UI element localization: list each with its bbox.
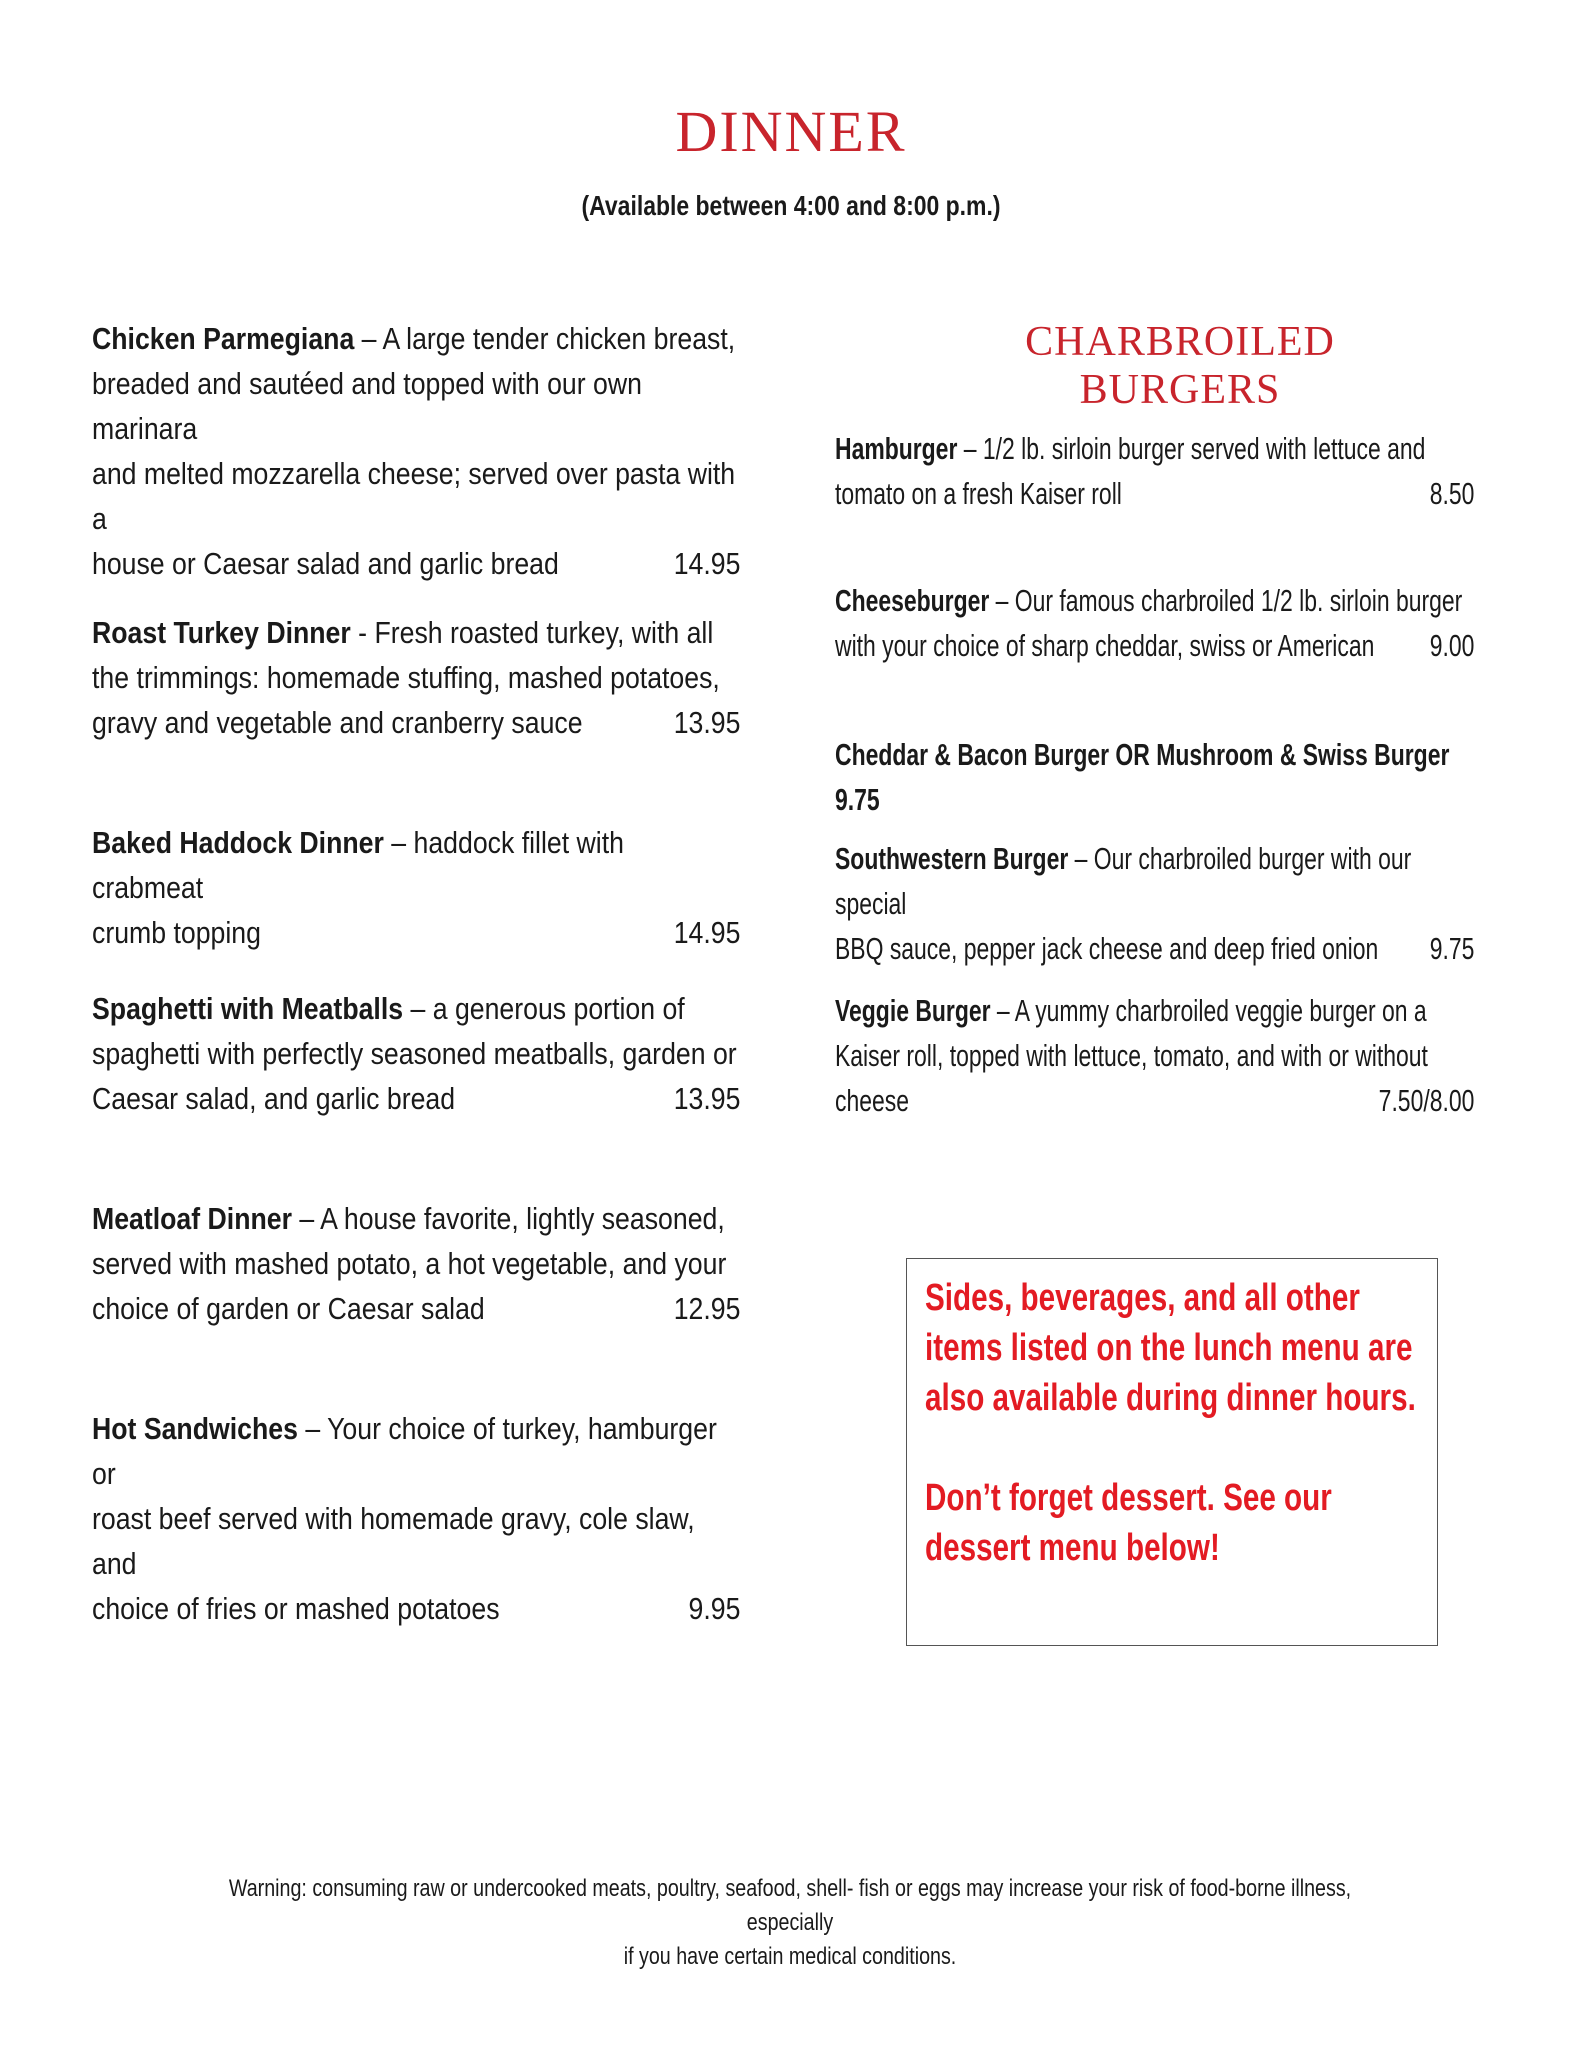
item-desc: crumb topping [92, 915, 261, 950]
item-name: Southwestern Burger [835, 841, 1069, 876]
item-desc: Our charbroiled burger with our special [835, 841, 1412, 921]
item-price: 7.50/8.00 [1378, 1083, 1475, 1118]
item-desc: Our famous charbroiled 1/2 lb. sirloin burger [1014, 583, 1463, 618]
item-name: Spaghetti with Meatballs [92, 991, 404, 1026]
menu-item-baked-haddock: Baked Haddock Dinner – haddock fillet with crabmeat crumb topping 14.95 [92, 820, 742, 955]
item-desc: roast beef served with homemade gravy, cole slaw, and [92, 1501, 695, 1581]
menu-item-meatloaf: Meatloaf Dinner – A house favorite, lightly seasoned, served with mashed potato, a hot vegetable, and your choice of garden or Caesar salad 12.95 [92, 1196, 742, 1331]
item-desc: A yummy charbroiled veggie burger on a [1014, 993, 1427, 1028]
item-desc: choice of garden or Caesar salad [92, 1291, 485, 1326]
item-desc: cheese [835, 1083, 909, 1118]
item-desc: A large tender chicken breast, [382, 321, 736, 356]
item-desc: house or Caesar salad and garlic bread [92, 546, 559, 581]
item-price: 9.75 [1429, 931, 1475, 966]
menu-item-hamburger: Hamburger – 1/2 lb. sirloin burger served with lettuce and tomato on a fresh Kaiser roll 8.50 [835, 426, 1475, 516]
menu-item-cheddar-bacon-mushroom-swiss [835, 732, 1475, 822]
item-desc: and melted mozzarella cheese; served over pasta with a [92, 456, 736, 536]
item-desc: the trimmings: homemade stuffing, mashed potatoes, [92, 660, 720, 695]
item-name: Cheddar & Bacon Burger OR Mushroom & Swiss Burger [835, 737, 1450, 772]
item-price: 8.50 [1429, 476, 1475, 511]
item-desc: with your choice of sharp cheddar, swiss or American [835, 628, 1375, 663]
menu-item-spaghetti-meatballs: Spaghetti with Meatballs – a generous portion of spaghetti with perfectly seasoned meatballs, garden or Caesar salad, and garlic bread 13.95 [92, 986, 742, 1121]
item-name: Roast Turkey Dinner [92, 615, 351, 650]
item-price: 14.95 [673, 546, 741, 581]
item-desc: Your choice of turkey, hamburger or [92, 1411, 717, 1491]
item-name: Cheeseburger [835, 583, 990, 618]
item-price: 14.95 [673, 915, 741, 950]
note-sides-text: Sides, beverages, and all other items listed on the lunch menu are also available during dinner hours. [925, 1277, 1416, 1419]
item-name: Veggie Burger [835, 993, 991, 1028]
item-name: Chicken Parmegiana [92, 321, 355, 356]
page-title: DINNER [675, 99, 907, 164]
item-price: 9.75 [835, 782, 880, 817]
item-desc: tomato on a fresh Kaiser roll [835, 476, 1122, 511]
sides-and-dessert-note [906, 1258, 1438, 1646]
item-desc: breaded and sautéed and topped with our own marinara [92, 366, 642, 446]
menu-item-cheeseburger: Cheeseburger – Our famous charbroiled 1/2 lb. sirloin burger with your choice of sharp cheddar, swiss or American 9.00 [835, 578, 1475, 668]
item-name: Hot Sandwiches [92, 1411, 298, 1446]
item-price: 13.95 [673, 705, 741, 740]
item-desc: spaghetti with perfectly seasoned meatballs, garden or [92, 1036, 737, 1071]
item-desc: BBQ sauce, pepper jack cheese and deep fried onion [835, 931, 1379, 966]
menu-item-southwestern-burger: Southwestern Burger – Our charbroiled burger with our special BBQ sauce, pepper jack cheese and deep fried onion 9.75 [835, 836, 1475, 971]
item-desc: A house favorite, lightly seasoned, [320, 1201, 725, 1236]
item-desc: Fresh roasted turkey, with all [374, 615, 714, 650]
item-name: Meatloaf Dinner [92, 1201, 292, 1236]
food-safety-warning: Warning: consuming raw or undercooked meats, poultry, seafood, shell- fish or eggs may increase your risk of food-borne illness, especially if you have certain medical conditions. [228, 1875, 1352, 1970]
item-price: 9.00 [1429, 628, 1475, 663]
item-desc: gravy and vegetable and cranberry sauce [92, 705, 583, 740]
item-price: 9.95 [688, 1591, 741, 1626]
menu-item-roast-turkey: Roast Turkey Dinner - Fresh roasted turkey, with all the trimmings: homemade stuffing, mashed potatoes, gravy and vegetable and cranberry sauce 13.95 [92, 610, 742, 745]
item-price: 13.95 [673, 1081, 741, 1116]
item-desc: a generous portion of [432, 991, 685, 1026]
menu-item-chicken-parmegiana: Chicken Parmegiana – A large tender chicken breast, breaded and sautéed and topped with our own marinara and melted mozzarella cheese; served over pasta with a house or Caesar salad and garlic bread 14.95 [92, 316, 742, 586]
item-desc: choice of fries or mashed potatoes [92, 1591, 500, 1626]
item-desc: served with mashed potato, a hot vegetable, and your [92, 1246, 727, 1281]
item-desc: haddock fillet with crabmeat [92, 825, 624, 905]
item-desc: 1/2 lb. sirloin burger served with lettuce and [982, 431, 1426, 466]
burgers-heading: CHARBROILED BURGERS [1025, 319, 1335, 413]
menu-item-veggie-burger: Veggie Burger – A yummy charbroiled veggie burger on a Kaiser roll, topped with lettuce, tomato, and with or without cheese 7.50/8.00 [835, 988, 1475, 1123]
item-desc: Kaiser roll, topped with lettuce, tomato, and with or without [835, 1038, 1428, 1073]
note-dessert-text: Don’t forget dessert. See our dessert menu below! [925, 1477, 1332, 1569]
menu-item-hot-sandwiches: Hot Sandwiches – Your choice of turkey, hamburger or roast beef served with homemade gravy, cole slaw, and choice of fries or mashed potatoes 9.95 [92, 1406, 742, 1631]
item-name: Hamburger [835, 431, 958, 466]
item-price: 12.95 [673, 1291, 741, 1326]
availability-subtitle: (Available between 4:00 and 8:00 p.m.) [581, 190, 1001, 221]
item-desc: Caesar salad, and garlic bread [92, 1081, 456, 1116]
item-name: Baked Haddock Dinner [92, 825, 384, 860]
